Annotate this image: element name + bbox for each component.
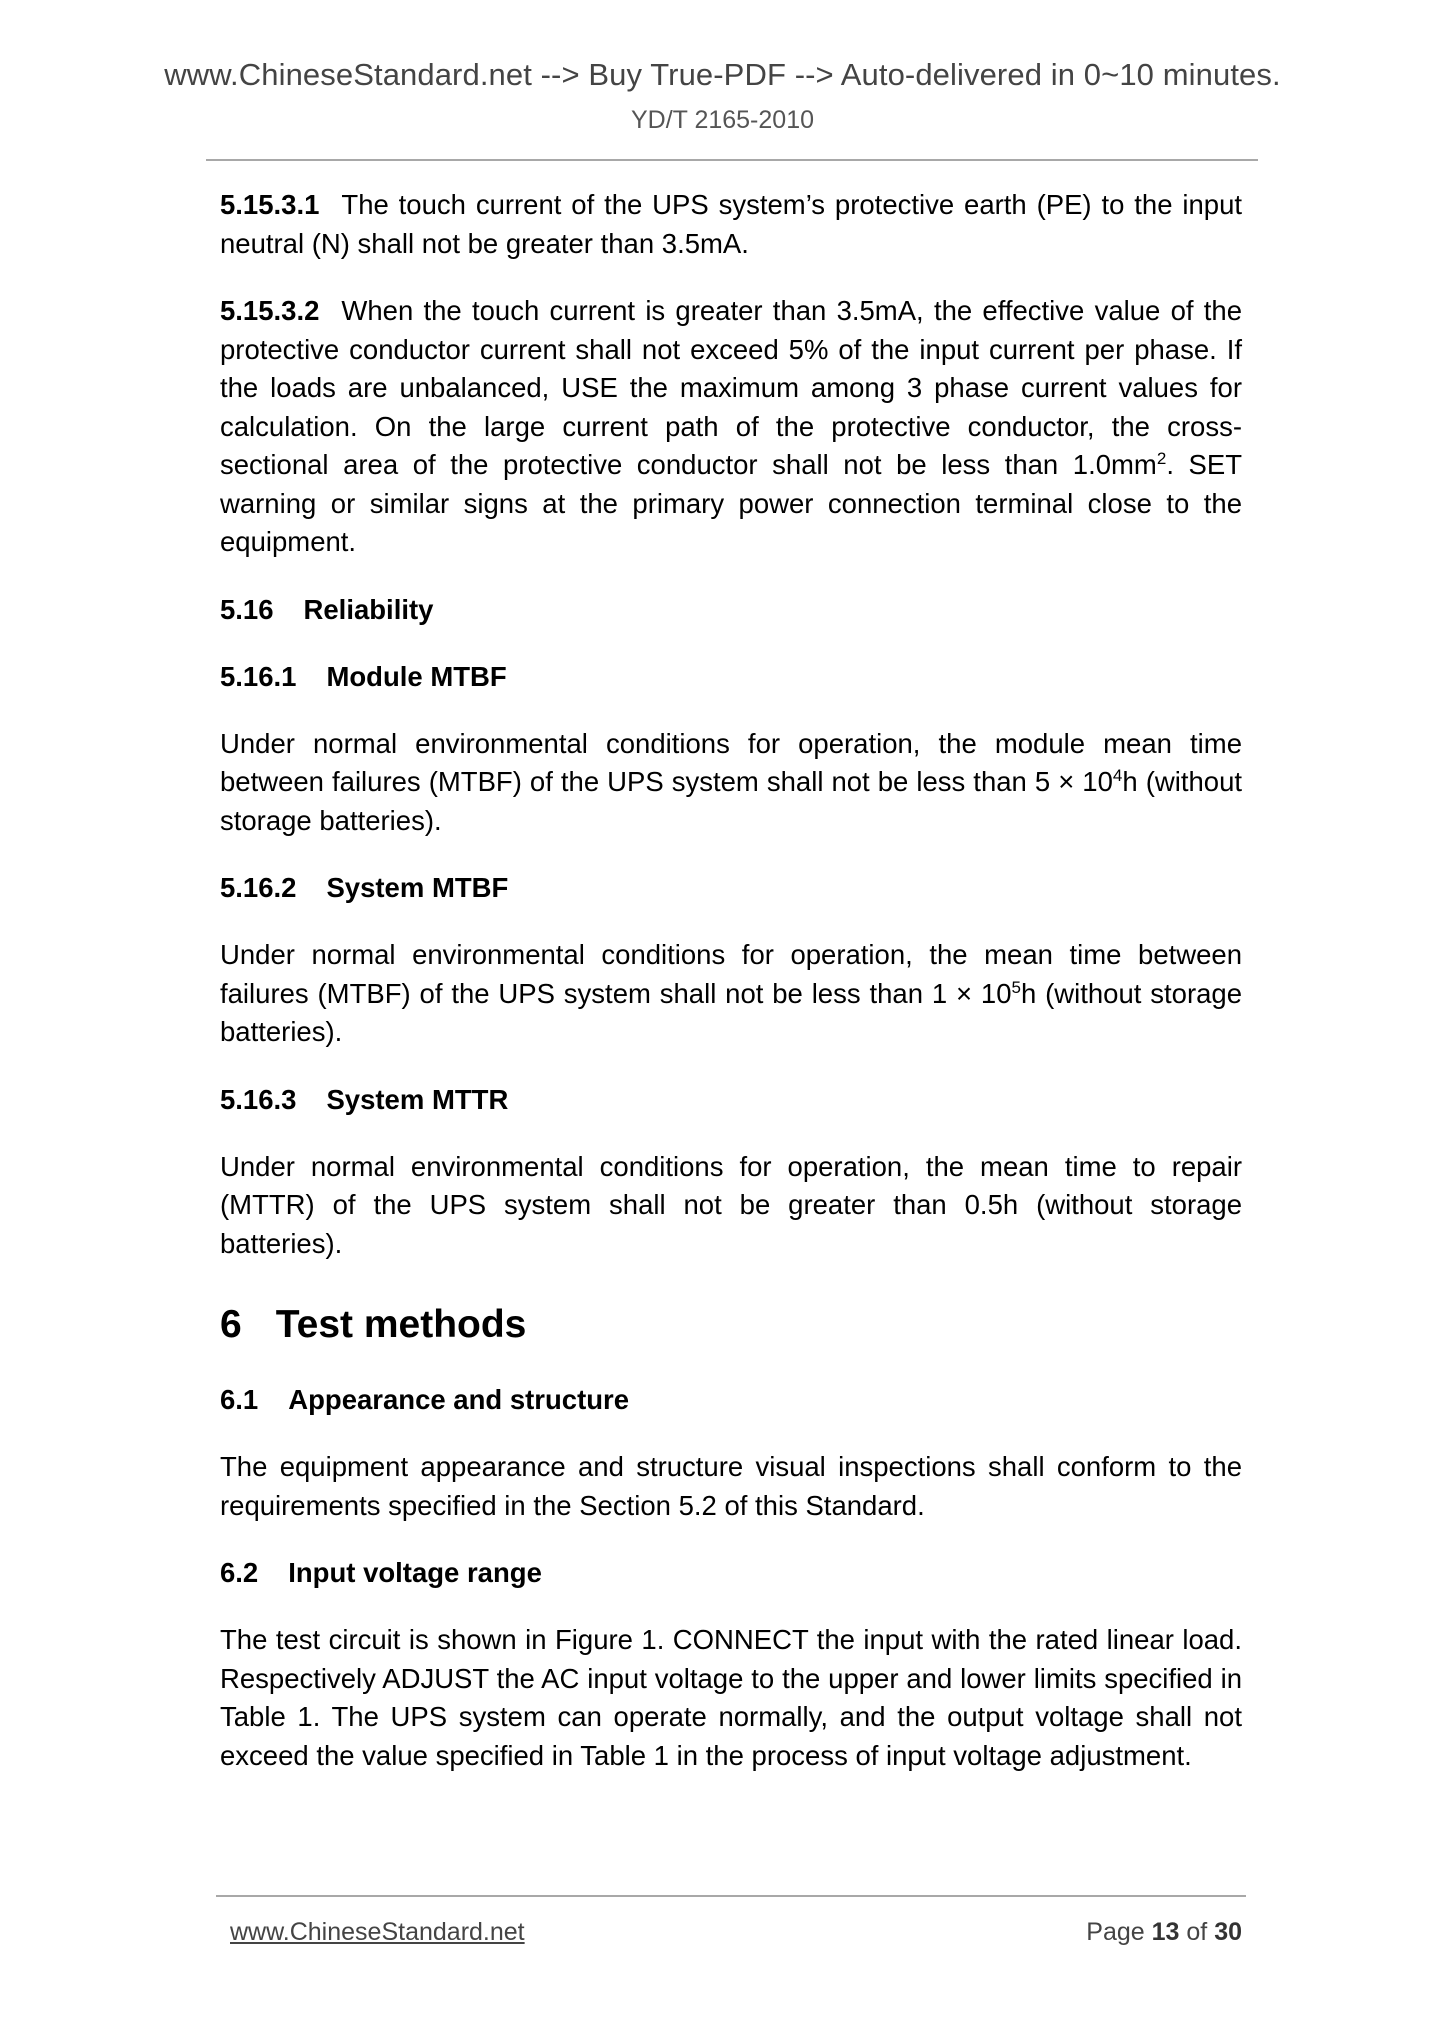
clause-5-15-3-1	[220, 186, 1242, 263]
page-total: 30	[1214, 1918, 1242, 1946]
header-divider	[206, 159, 1258, 161]
clause-text-cont: . SET warning or similar signs at the primary power connection terminal close to the equipment.	[220, 449, 1243, 557]
footer-link[interactable]: www.ChineseStandard.net	[230, 1918, 525, 1946]
of-label: of	[1186, 1918, 1208, 1946]
page-indicator	[1086, 1918, 1242, 1947]
paragraph-5-16-3: Under normal environmental conditions for operation, the mean time to repair (MTTR) of the UPS system shall not be greater than 0.5h (without storage batteries).	[220, 1150, 1242, 1259]
paragraph-text-cont: h (without storage batteries).	[220, 766, 1242, 836]
header-banner: www.ChineseStandard.net --> Buy True-PDF --> Auto-delivered in 0~10 minutes.	[164, 57, 1281, 92]
heading-number: 6.1	[220, 1384, 259, 1415]
heading-6	[220, 1301, 1242, 1349]
superscript: 5	[1011, 977, 1021, 997]
heading-title: System MTBF	[326, 872, 509, 903]
page-current: 13	[1151, 1918, 1180, 1946]
heading-title: Appearance and structure	[288, 1384, 630, 1415]
page-label: Page	[1086, 1918, 1145, 1946]
clause-number: 5.15.3.2	[220, 295, 320, 326]
heading-title: Module MTBF	[326, 660, 507, 692]
standard-code: YD/T 2165-2010	[631, 106, 814, 134]
heading-number: 5.16	[220, 593, 274, 625]
heading-5-16-3	[220, 1081, 1242, 1119]
clause-5-15-3-2	[220, 292, 1242, 562]
heading-number: 6	[220, 1303, 242, 1346]
heading-number: 5.16.1	[220, 660, 297, 692]
paragraph-5-16-2	[220, 936, 1242, 1052]
heading-title: System MTTR	[326, 1083, 509, 1115]
paragraph-text-cont: h (without storage batteries).	[220, 977, 1242, 1047]
heading-title: Input voltage range	[288, 1557, 542, 1588]
clause-text: When the touch current is greater than 3.5mA, the effective value of the protective conductor current shall not exceed 5% of the input current per phase. If the loads are unbalanced, USE the maximum among 3 phase current values for calculation. On the large current path of the protective conductor, the cross-sectional area of the protective conductor shall not be less than 1.0mm	[220, 295, 1242, 480]
heading-number: 6.2	[220, 1557, 259, 1588]
heading-number: 5.16.3	[220, 1083, 297, 1115]
paragraph-5-16-1	[220, 725, 1242, 841]
heading-6-2	[220, 1554, 1242, 1592]
heading-5-16-1	[220, 658, 1242, 696]
paragraph-6-1: The equipment appearance and structure visual inspections shall conform to the requirements specified in the Section 5.2 of this Standard.	[220, 1451, 1242, 1521]
paragraph-6-2: The test circuit is shown in Figure 1. CONNECT the input with the rated linear load. Respectively ADJUST the AC input voltage to the upper and lower limits specified in Table 1. The UPS system can operate normally, and the output voltage shall not exceed the value specified in Table 1 in the process of input voltage adjustment.	[220, 1624, 1242, 1771]
superscript: 2	[1156, 448, 1167, 468]
heading-title: Test methods	[275, 1303, 527, 1346]
paragraph-text: Under normal environmental conditions for operation, the mean time between failures (MTBF) of the UPS system shall not be less than 1 × 10	[220, 939, 1242, 1009]
paragraph-text: Under normal environmental conditions for operation, the module mean time between failures (MTBF) of the UPS system shall not be less than 5 × 10	[220, 727, 1242, 797]
heading-number: 5.16.2	[220, 872, 297, 903]
heading-6-1	[220, 1381, 1242, 1419]
superscript: 4	[1112, 765, 1123, 785]
footer-divider	[216, 1895, 1246, 1897]
heading-title: Reliability	[303, 593, 434, 625]
heading-5-16-2	[220, 869, 1242, 907]
clause-text: The touch current of the UPS system’s protective earth (PE) to the input neutral (N) shall not be greater than 3.5mA.	[220, 189, 1242, 259]
clause-number: 5.15.3.1	[220, 189, 320, 220]
document-body	[220, 186, 1242, 1804]
heading-5-16	[220, 591, 1242, 629]
